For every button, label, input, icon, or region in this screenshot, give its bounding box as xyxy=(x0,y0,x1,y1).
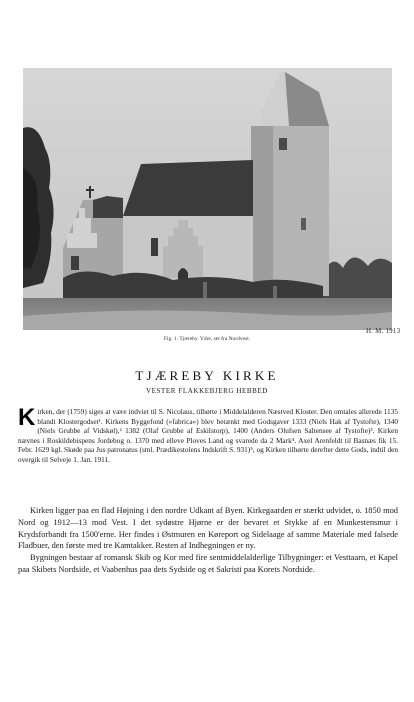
body-text xyxy=(18,505,398,576)
history-paragraph xyxy=(18,404,398,465)
church-photograph xyxy=(23,68,392,330)
history-text: irken, der (1759) siges at være indviet til S. Nicolaus, tilhørte i Middelalderen Næstved Kloster. Den omtales allerede 1135 blandt Klostergodset¹. Kirkens Byggefond (»fabrica«) blev betænkt med Godsgaver 1333 (Niels Hak af Tystofte), 1340 (Niels Grubbe af Vidskøl),² 1382 (Olaf Grubbe af Eskilstorp), 1400 (Anders Olufsen Saltensee af Tystofte)³. Kirken nævnes i Roskildebispens Jordebog o. 1370 med elleve Ploves Land og svarede da 2 Mark⁴. Axel Arenfeldt til Basnæs fik 15. Febr. 1629 kgl. Skøde paa Jus patronatus (sml. Prædikestolens Indskrift S. 931)⁵, og Kirken tilhørte derefter dette Gods, indtil den overgik til Selveje 1. Jan. 1911. xyxy=(18,407,398,464)
page-subtitle: VESTER FLAKKEBJERG HEBBED xyxy=(146,387,268,395)
body-paragraph: Kirken ligger paa en flad Højning i den nordre Udkant af Byen. Kirkegaarden er stærkt udvidet, o. 1850 mod Nord og 1912—13 mod Vest. I det sydøstre Hjørne er der bevaret et Stykke af en Munkestensmur i Krydsforbandt fra 1500'erne. Her findes i Østmuren en Køreport og Sidelaage af samme Materiale med falsede Fladbuer, den første med tre Kamtakker. Resten af Indhegningen er ny. xyxy=(18,506,398,551)
body-paragraph: Bygningen bestaar af romansk Skib og Kor med fire sentmiddelalderlige Tilbygninger: et Vesttaarn, et Kapel paa Skibets Nordside, et Vaabenhus paa dets Sydside og et Sakristi paa Korets Nordside. xyxy=(18,553,398,574)
drop-cap: K xyxy=(18,404,36,431)
photo-initials: H. M. 1913 xyxy=(366,327,401,335)
figure-caption: Fig. 1. Tjæreby. Ydre, set fra Nordvest. xyxy=(163,336,251,342)
page-title: TJÆREBY KIRKE xyxy=(135,368,279,383)
